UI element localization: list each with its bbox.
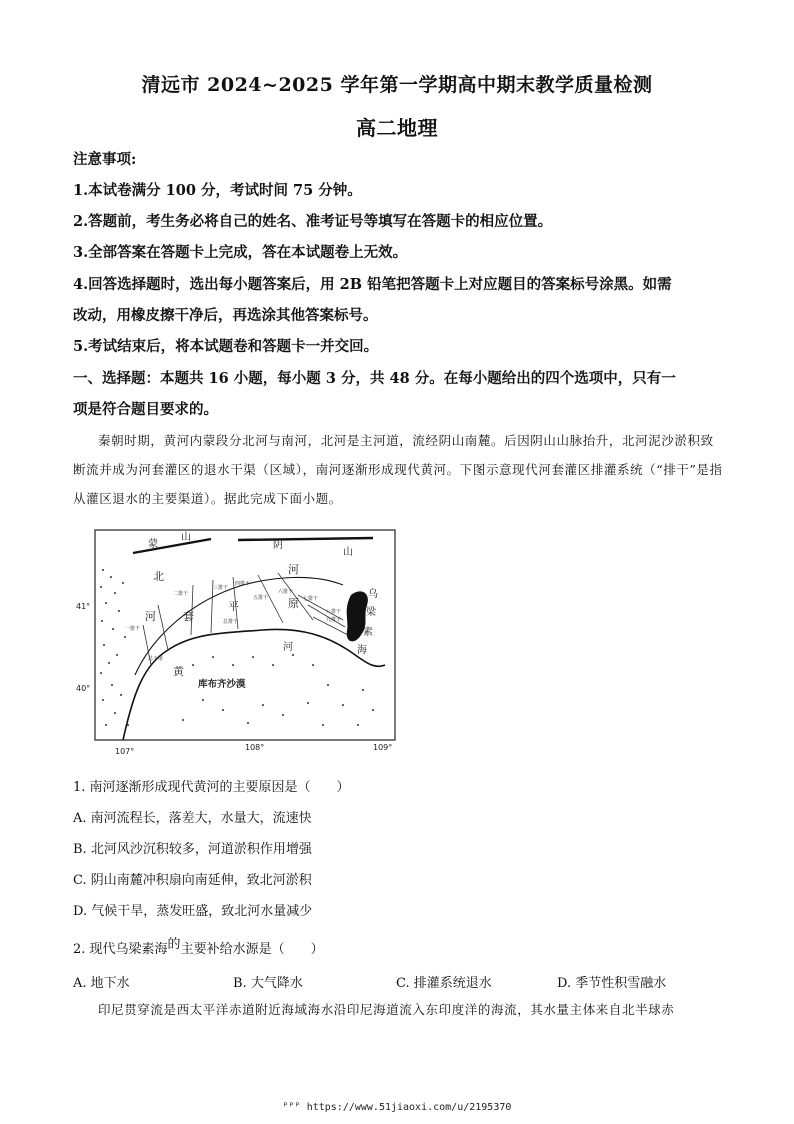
question-2-stem-part-a: 2. 现代乌梁素海 [73,942,168,957]
map-label-huang: 黄 [173,665,184,678]
map-label-ch4: 四排干 [235,581,251,587]
map-lat-41: 41° [76,602,91,611]
map-label-he2: 河 [288,563,299,576]
hetao-irrigation-map [73,525,403,757]
map-label-tao: 套 [183,610,194,623]
map-label-meng: 蒙 [148,539,158,550]
q1-option-d[interactable]: D. 气候干旱，蒸发旺盛，致北河水量减少 [73,904,313,919]
question-2-stem-part-c: 主要补给水源是（ ） [180,942,324,957]
passage-1: 秦朝时期，黄河内蒙段分北河与南河，北河是主河道，流经阴山南麓。后因阴山山脉抬升，北河泥沙淤积致断流并成为河套灌区的退水干渠（区域），南河逐渐形成现代黄河。下图示意现代河套灌区排灌系统（“排干”是指从灌区退水的主要渠道）。据此完成下面小题。 [73,433,723,506]
map-label-ch9: 九排干 [326,617,342,623]
q2-option-a[interactable]: A. 地下水 [73,976,130,991]
map-lon-108: 108° [245,743,265,752]
map-label-ch6: 六排干 [278,589,294,595]
section-heading-cont: 项是符合题目要求的。 [73,401,218,418]
map-label-wu: 乌 [368,589,378,600]
exam-title: 清远市 2024~2025 学年第一学期高中期末教学质量检测 [141,74,653,96]
map-lon-109: 109° [373,743,393,752]
question-1-stem: 1. 南河逐渐形成现代黄河的主要原因是（ ） [73,780,350,795]
map-label-ch3: 三排干 [213,585,229,591]
map-label-he1: 河 [145,610,156,623]
map-label-hai: 海 [357,645,367,656]
map-lat-40: 40° [76,684,91,693]
section-heading: 一、选择题：本题共 16 小题，每小题 3 分，共 48 分。在每小题给出的四个选项中，只有一 [73,370,676,387]
map-label-shan2: 山 [343,547,353,558]
notice-item-3: 3.全部答案在答题卡上完成，答在本试题卷上无效。 [73,244,408,261]
q1-option-c[interactable]: C. 阴山南麓冲积扇向南延伸，致北河淤积 [73,873,312,888]
map-label-bei: 北 [153,570,164,583]
map-label-shan1: 山 [181,532,191,543]
map-label-su: 素 [363,627,373,638]
map-label-yin: 阴 [273,540,283,551]
question-2-stem-part-b: 的 [167,937,181,952]
map-label-he3: 河 [283,642,293,653]
notice-heading: 注意事项: [73,151,137,168]
notice-item-4: 4.回答选择题时，选出每小题答案后，用 2B 铅笔把答题卡上对应题目的答案标号涂黑。如需 [73,276,672,293]
passage-2: 印尼贯穿流是西太平洋赤道附近海域海水沿印尼海道流入东印度洋的海流，其水量主体来自北半球赤 [98,1002,675,1017]
map-label-zongpai: 总排干 [223,619,239,625]
question-2-stem [73,938,324,957]
map-label-ch8: 八排干 [326,609,342,615]
footer-url[interactable]: ᴾᴾᴾ https://www.51jiaoxi.com/u/2195370 [282,1102,512,1113]
map-label-ch5: 五排干 [253,595,269,601]
q2-option-c[interactable]: C. 排灌系统退水 [396,976,492,991]
exam-subject: 高二地理 [356,116,438,140]
notice-item-1: 1.本试卷满分 100 分，考试时间 75 分钟。 [73,182,362,199]
q1-option-a[interactable]: A. 南河流程长，落差大，水量大，流速快 [73,811,312,826]
notice-item-5: 5.考试结束后，将本试题卷和答题卡一并交回。 [73,338,379,355]
notice-item-2: 2.答题前，考生务必将自己的姓名、准考证号等填写在答题卡的相应位置。 [73,213,553,230]
map-lon-107: 107° [115,747,135,756]
q2-option-d[interactable]: D. 季节性积雪融水 [557,976,667,991]
map-label-yuan: 原 [288,597,299,610]
q1-option-b[interactable]: B. 北河风沙沉积较多，河道淤积作用增强 [73,842,312,857]
map-label-ping: 平 [228,600,239,613]
notice-item-4-cont: 改动，用橡皮擦干净后，再选涂其他答案标号。 [73,307,378,324]
map-label-liang: 梁 [366,607,376,618]
q2-option-b[interactable]: B. 大气降水 [233,976,303,991]
map-label-ch1: 一排干 [125,626,141,632]
map-label-ch2: 二排干 [173,591,189,597]
map-label-ch7: 七排干 [303,596,319,602]
map-label-zonggan: 总干渠 [148,656,164,662]
map-label-desert: 库布齐沙漠 [198,679,246,690]
